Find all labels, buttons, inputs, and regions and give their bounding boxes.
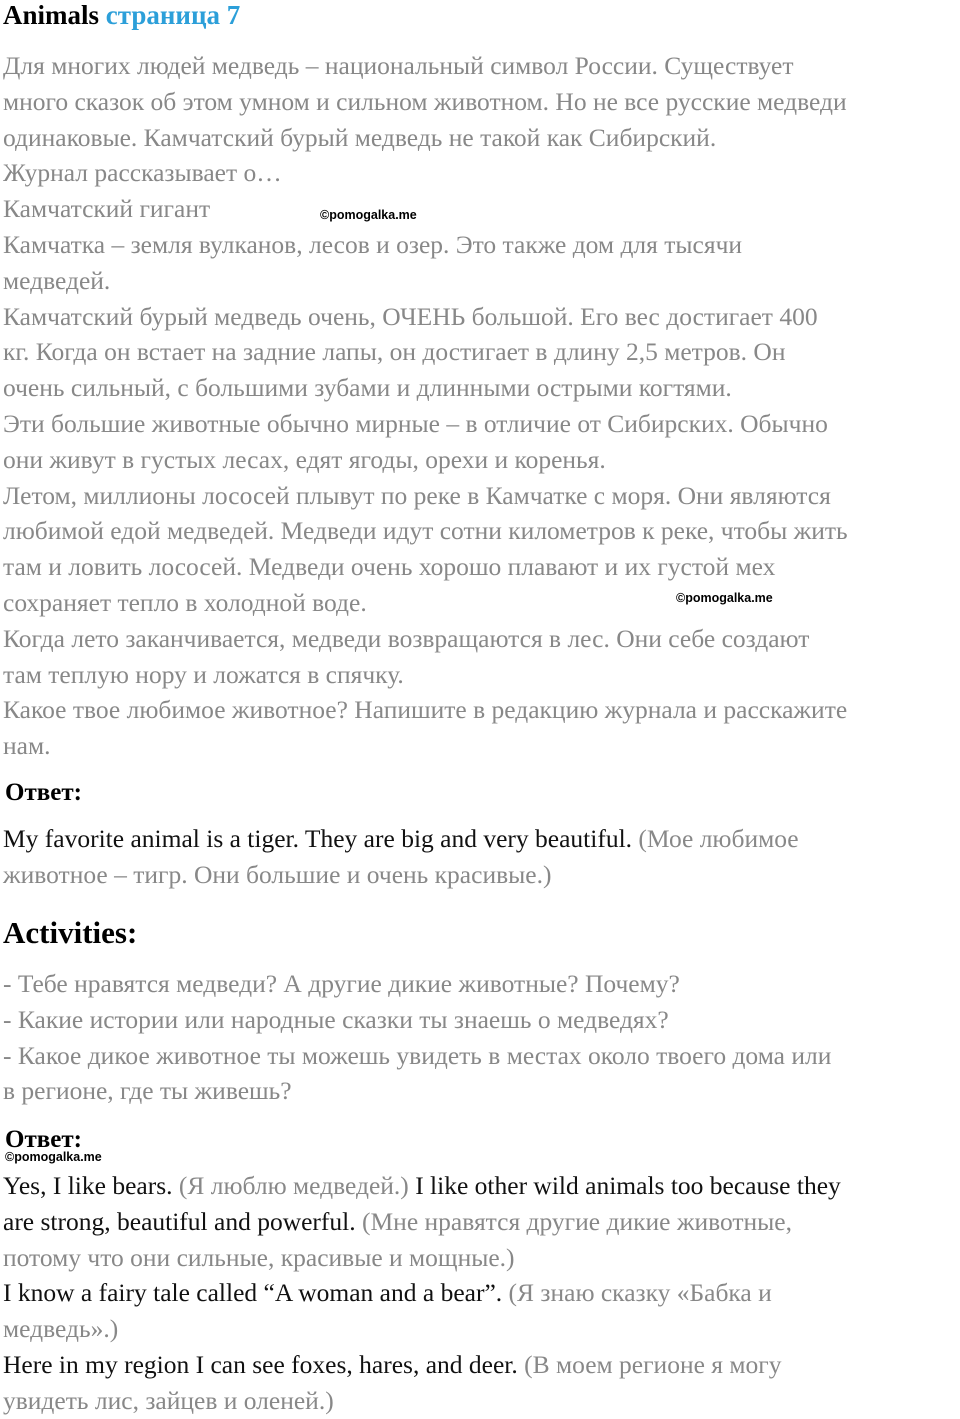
activity-item: - Тебе нравятся медведи? А другие дикие животные? Почему?	[3, 969, 680, 998]
article-line: Эти большие животные обычно мирные – в отличие от Сибирских. Обычно	[3, 408, 828, 438]
article-line: Журнал рассказывает о…	[3, 158, 282, 188]
answer-text	[3, 1168, 959, 1419]
answer-english: Here in my region I can see foxes, hares, and deer.	[3, 1349, 518, 1379]
answer-translation: (Мое любимое	[632, 824, 799, 853]
article-line: Летом, миллионы лососей плывут по реке в Камчатке с моря. Они являются	[3, 480, 831, 510]
article-line: Когда лето заканчивается, медведи возвращаются в лес. Они себе создают	[3, 623, 810, 653]
answer-translation: (В моем регионе я могу	[517, 1349, 782, 1379]
activity-item: - Какое дикое животное ты можешь увидеть в местах около твоего дома или	[3, 1040, 832, 1070]
activity-item: в регионе, где ты живешь?	[3, 1076, 292, 1106]
answer-translation: увидеть лис, зайцев и оленей.)	[3, 1385, 334, 1415]
activity-item: - Какие истории или народные сказки ты знаешь о медведях?	[3, 1004, 669, 1034]
article-line: Для многих людей медведь – национальный символ России. Существует	[3, 51, 794, 80]
answer-translation: медведь».)	[3, 1314, 119, 1344]
answer-translation: (Я знаю сказку «Бабка и	[502, 1278, 772, 1308]
answer-english: Yes, I like bears.	[3, 1171, 173, 1200]
answer-translation: потому что они сильные, красивые и мощные.)	[3, 1242, 515, 1272]
article-line: кг. Когда он встает на задние лапы, он достигает в длину 2,5 метров. Он	[3, 337, 786, 367]
activities-heading: Activities:	[3, 915, 138, 950]
article-line: Какое твое любимое животное? Напишите в редакцию журнала и расскажите	[3, 695, 848, 725]
article-line: они живут в густых лесах, едят ягоды, орехи и коренья.	[3, 444, 606, 474]
article-text	[3, 48, 959, 764]
article-line: там и ловить лососей. Медведи очень хорошо плавают и их густой мех	[3, 552, 776, 582]
page-number-link[interactable]: страница 7	[105, 0, 241, 30]
page-title	[3, 0, 240, 33]
article-line: одинаковые. Камчатский бурый медведь не такой как Сибирский.	[3, 122, 717, 152]
watermark: ©pomogalka.me	[320, 208, 417, 222]
article-line: Камчатка – земля вулканов, лесов и озер. Это также дом для тысячи	[3, 229, 743, 259]
answer-label: Ответ:	[5, 1126, 82, 1153]
answer-english: I know a fairy tale called “A woman and a bear”.	[3, 1278, 503, 1308]
watermark: ©pomogalka.me	[5, 1150, 102, 1164]
article-line: сохраняет тепло в холодной воде.	[3, 587, 367, 617]
article-line: много сказок об этом умном и сильном животном. Но не все русские медведи	[3, 86, 847, 116]
article-line: медведей.	[3, 265, 111, 295]
watermark: ©pomogalka.me	[676, 591, 773, 605]
answer-text	[3, 821, 959, 893]
activities-list	[3, 966, 959, 1109]
article-line: там теплую нору и ложатся в спячку.	[3, 659, 404, 689]
answer-translation: (Мне нравятся другие дикие животные,	[355, 1206, 792, 1236]
answer-english: are strong, beautiful and powerful.	[3, 1206, 356, 1236]
article-line: очень сильный, с большими зубами и длинными острыми когтями.	[3, 373, 732, 403]
answer-translation: (Я люблю медведей.)	[172, 1171, 416, 1200]
article-line: любимой едой медведей. Медведи идут сотни километров к реке, чтобы жить	[3, 516, 848, 546]
article-subheading: Камчатский гигант	[3, 194, 211, 224]
answer-label: Ответ:	[5, 779, 82, 806]
answer-english: My favorite animal is a tiger. They are big and very beautiful.	[3, 824, 633, 853]
article-line: нам.	[3, 731, 51, 761]
answer-translation: животное – тигр. Они большие и очень красивые.)	[3, 859, 552, 889]
subject-title: Animals	[3, 0, 100, 30]
answer-english: I like other wild animals too because they	[415, 1171, 841, 1200]
article-line: Камчатский бурый медведь очень, ОЧЕНЬ большой. Его вес достигает 400	[3, 301, 818, 331]
